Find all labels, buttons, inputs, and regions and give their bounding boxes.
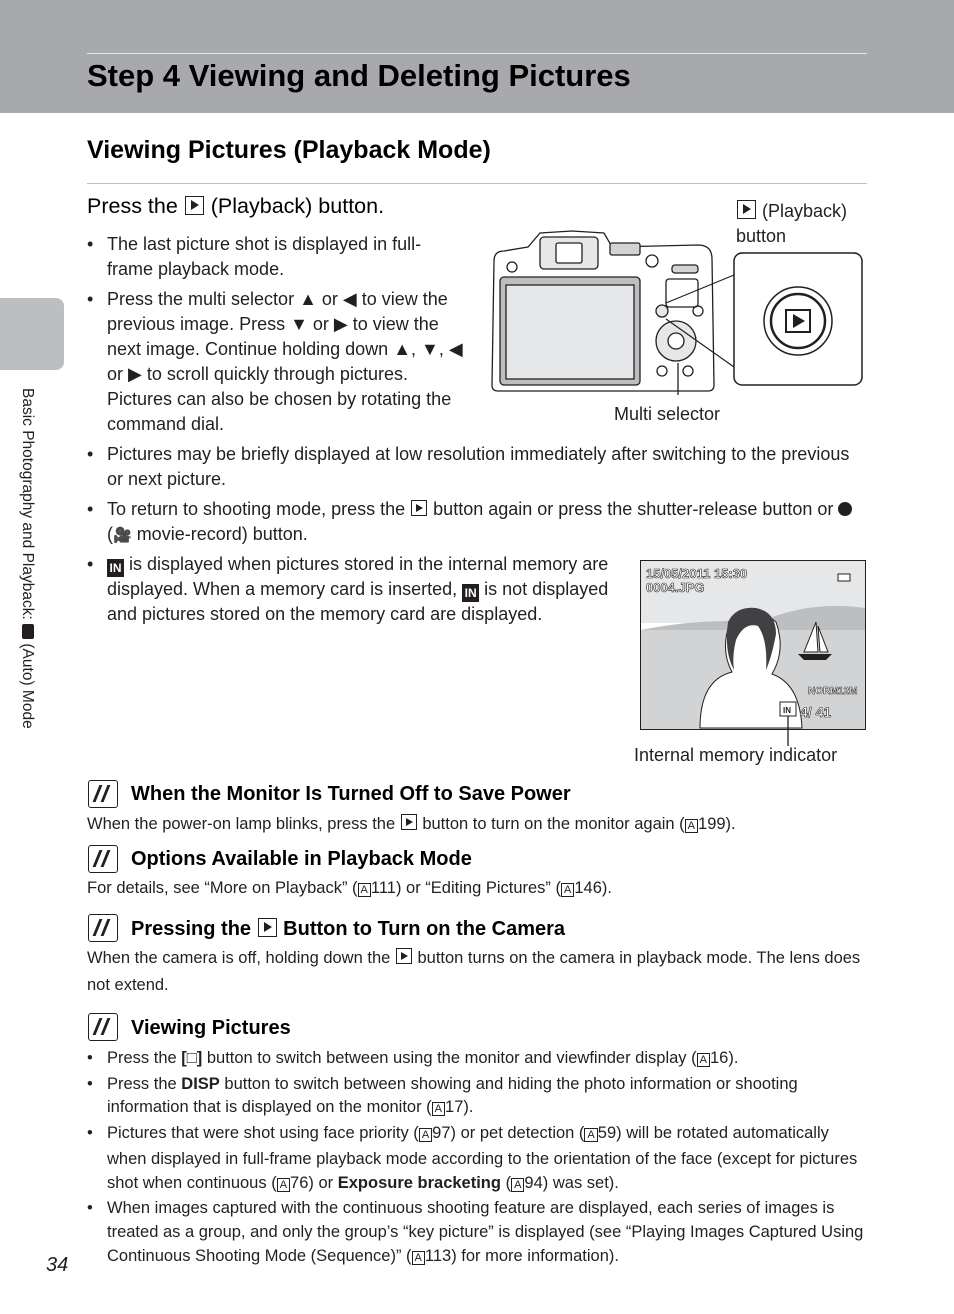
reference-icon: A (511, 1178, 524, 1192)
list-item: • Press the multi selector ▲ or ◀ to view the previous image. Press ▼ or ▶ to view the next image. Continue holding down ▲, ▼, ◀ or ▶ to scroll quickly through pictures. Pictures can also be chosen by rotating the command dial. (87, 287, 467, 437)
note-title-pressing: Pressing the Button to Turn on the Camera (131, 918, 566, 940)
section-rule (87, 183, 867, 184)
disp-button-icon: DISP (181, 1074, 220, 1093)
note-icon (88, 914, 118, 942)
reference-icon: A (358, 883, 371, 897)
playback-icon (185, 196, 204, 215)
internal-memory-caption: Internal memory indicator (634, 745, 838, 765)
list-item: • Press the [□] button to switch between using the monitor and viewfinder display ( A 16). (87, 1047, 867, 1073)
multi-selector-caption: Multi selector (614, 404, 721, 424)
screen-quality: NORM (808, 686, 839, 697)
reference-icon: A (561, 883, 574, 897)
playback-button-caption: (Playback) button (736, 201, 848, 246)
playback-icon (396, 948, 412, 964)
playback-icon (737, 200, 756, 219)
list-item: • IN is displayed when pictures stored in the internal memory are displayed. When a memory card is inserted, IN is not displayed and pictures stored on the memory card are displayed. (87, 552, 612, 627)
reference-icon: A (277, 1178, 290, 1192)
screen-size: 12M (838, 686, 858, 697)
side-chapter-label: Basic Photography and Playback: (Auto) Mode (19, 388, 36, 729)
note-title-options: Options Available in Playback Mode (131, 848, 472, 870)
note-title-monitor: When the Monitor Is Turned Off to Save Power (131, 783, 571, 805)
screen-date: 15/05/2011 15:30 (646, 566, 748, 581)
bullet-list-top (87, 232, 467, 442)
reference-icon: A (685, 819, 698, 833)
step-heading: Press the (Playback) button. (87, 194, 385, 218)
page-number: 34 (46, 1254, 69, 1276)
list-item: • Press the DISP button to switch between showing and hiding the photo information or shooting information that is displayed on the monitor ( A 17). (87, 1073, 867, 1122)
list-item: • The last picture shot is displayed in full-frame playback mode. (87, 232, 467, 282)
side-tab (0, 298, 64, 370)
note-icon (88, 845, 118, 873)
note-icon (88, 1013, 118, 1041)
record-dot-icon (838, 502, 852, 516)
page-title: Step 4 Viewing and Deleting Pictures (87, 58, 631, 93)
reference-icon: A (584, 1128, 597, 1142)
reference-icon: A (419, 1128, 432, 1142)
list-item: • To return to shooting mode, press the button again or press the shutter-release button or (🎥 movie-record) button. (87, 497, 867, 548)
battery-icon (838, 574, 850, 581)
note-body-options: For details, see “More on Playback” ( A 111) or “Editing Pictures” ( A 146). (87, 879, 612, 897)
playback-icon (401, 814, 417, 830)
screen-memory-badge: IN (783, 706, 791, 715)
screen-counter: 4/ 41 (800, 704, 832, 720)
header-rule (87, 53, 867, 54)
bullet-list-mid (87, 442, 867, 553)
reference-icon: A (432, 1102, 445, 1116)
camera-icon (22, 624, 34, 639)
screen-filename: 0004.JPG (646, 580, 705, 595)
camera-back-illustration (488, 225, 868, 395)
note-body-monitor: When the power-on lamp blinks, press the button to turn on the monitor again ( A 199). (87, 815, 736, 833)
reference-icon: A (697, 1053, 710, 1067)
note-body-pressing: When the camera is off, holding down the button turns on the camera in playback mode. The lens does not extend. (87, 949, 861, 994)
movie-icon: 🎥 (113, 527, 132, 544)
list-item: • Pictures may be briefly displayed at low resolution immediately after switching to the previous or next picture. (87, 442, 867, 492)
bullet-list-viewing (87, 1047, 867, 1270)
monitor-toggle-icon: [□] (181, 1049, 203, 1067)
playback-screen-illustration (640, 560, 866, 748)
section-title: Viewing Pictures (Playback Mode) (87, 136, 491, 164)
reference-icon: A (412, 1251, 425, 1265)
note-icon (88, 780, 118, 808)
bullet-list-memory (87, 552, 612, 632)
list-item: • When images captured with the continuous shooting feature are displayed, each series of images is treated as a group, and only the group’s “key picture” is displayed (see “Playing Images Captured Using Continuous Shooting Mode (Sequence)” ( A 113) for more information). (87, 1197, 867, 1270)
playback-icon (411, 500, 427, 516)
playback-icon (258, 918, 277, 937)
internal-memory-icon: IN (107, 559, 124, 577)
header-band (0, 0, 954, 113)
internal-memory-icon: IN (462, 584, 479, 602)
list-item: • Pictures that were shot using face priority ( A 97) or pet detection ( A 59) will be rotated automatically when displayed in full-frame playback mode according to the orientation of the face (except for pictures shot when continuous ( A 76) or Exposure bracketing ( A 94) was set). (87, 1122, 867, 1197)
note-title-viewing: Viewing Pictures (131, 1017, 291, 1039)
